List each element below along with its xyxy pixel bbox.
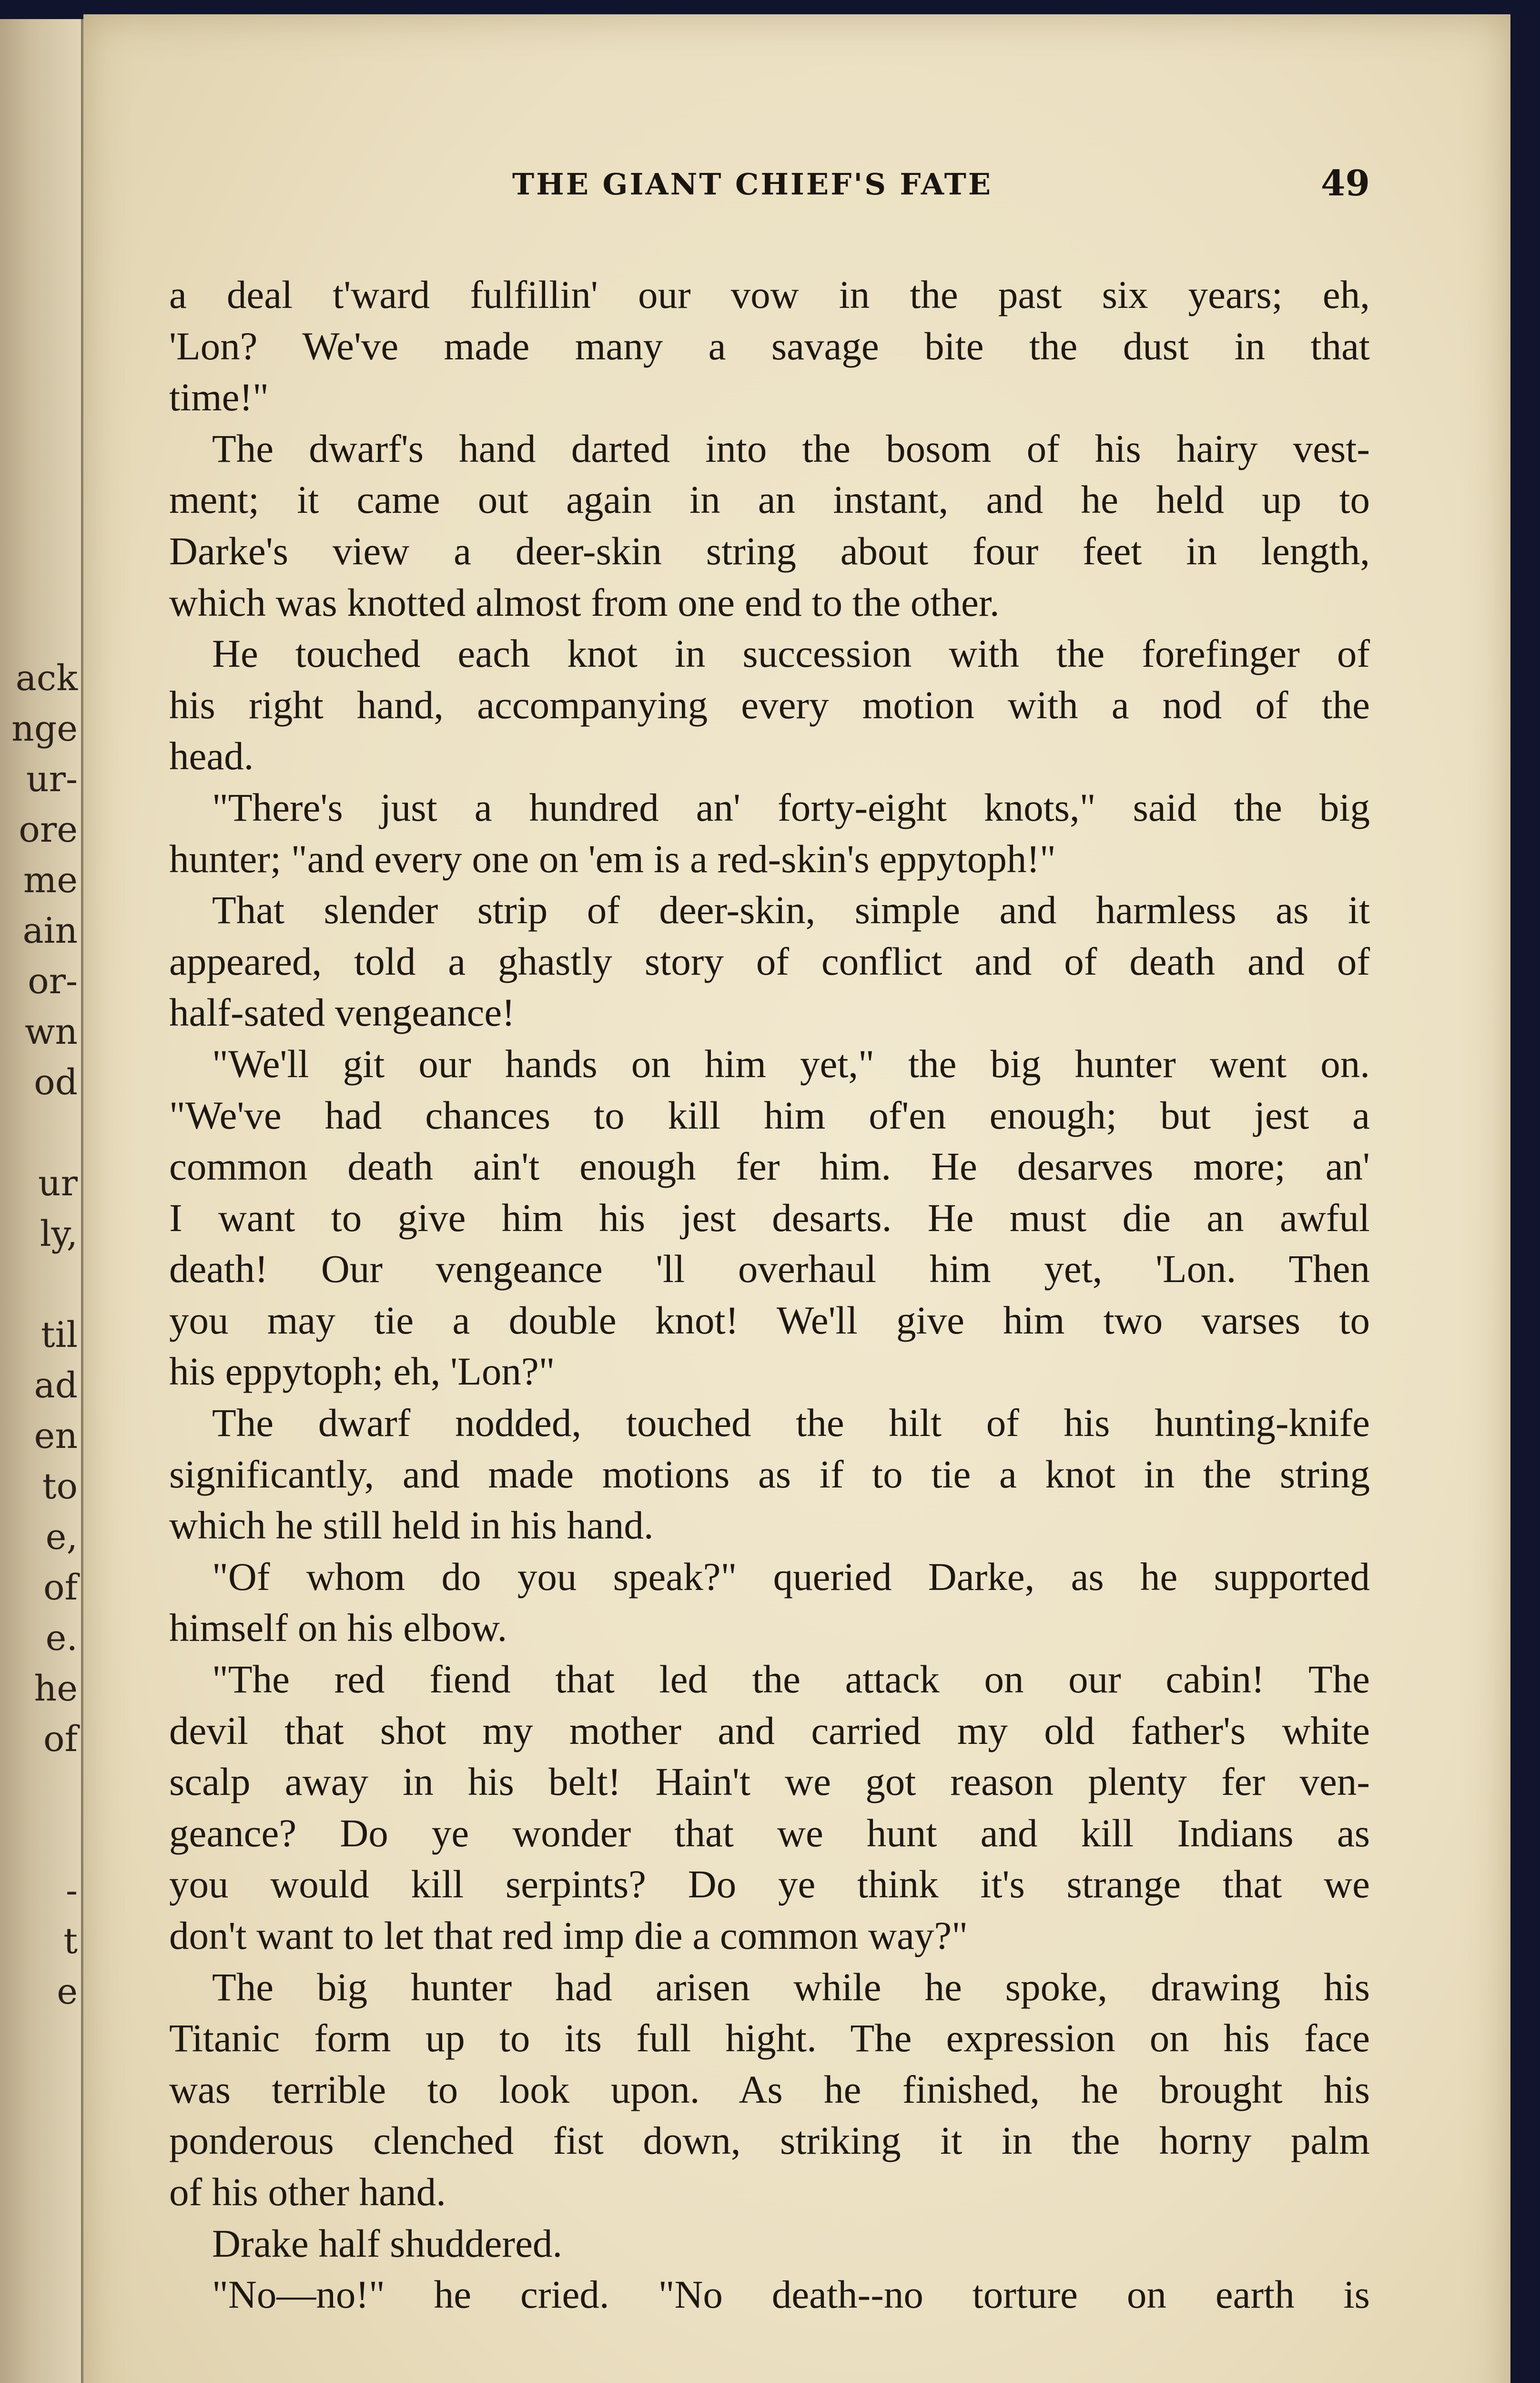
previous-page-fragment: he <box>34 1668 78 1709</box>
text-line: The dwarf nodded, touched the hilt of his hunting-knife <box>212 1401 1370 1445</box>
previous-page-fragments <box>11 653 78 2270</box>
previous-page-fragment: od <box>34 1062 78 1103</box>
previous-page-fragment: ad <box>34 1365 78 1406</box>
previous-page-fragment <box>11 1259 78 1310</box>
text-line: scalp away in his belt! Hain't we got reason plenty fer ven- <box>169 1760 1370 1804</box>
text-line: Darke's view a deer-skin string about four feet in length, <box>169 529 1370 573</box>
previous-page-fragment: ur <box>38 1163 78 1204</box>
previous-page-edge <box>0 19 86 2383</box>
previous-page-fragment: ore <box>19 809 78 850</box>
text-line: half-sated vengeance! <box>169 990 515 1035</box>
text-line: "There's just a hundred an' forty-eight knots," said the big <box>212 785 1370 829</box>
text-line: devil that shot my mother and carried my old father's white <box>169 1708 1370 1752</box>
previous-page-fragment <box>11 2118 78 2169</box>
text-line: appeared, told a ghastly story of conflict and of death and of <box>169 939 1370 983</box>
previous-page-fragment: of <box>43 1567 78 1608</box>
previous-page-fragment: ly, <box>40 1213 78 1254</box>
previous-page-fragment: ain <box>22 910 78 951</box>
text-line: you may tie a double knot! We'll give him two varses to <box>169 1298 1370 1342</box>
text-line: ment; it came out again in an instant, and he held up to <box>169 478 1370 522</box>
text-line: don't want to let that red imp die a common way?" <box>169 1914 968 1957</box>
page-number: 49 <box>1321 163 1370 204</box>
book-page <box>83 14 1510 2383</box>
previous-page-fragment <box>11 1815 78 1865</box>
text-line: 'Lon? We've made many a savage bite the dust in that <box>169 324 1370 368</box>
text-line: death! Our vengeance 'll overhaul him yet, 'Lon. Then <box>169 1247 1370 1291</box>
previous-page-fragment: ack <box>15 658 78 699</box>
previous-page-fragment <box>11 1764 78 1815</box>
text-line: common death ain't enough fer him. He desarves more; an' <box>169 1144 1370 1189</box>
text-line: The big hunter had arisen while he spoke, drawing his <box>212 1965 1370 2009</box>
previous-page-fragment: of <box>43 1719 78 1760</box>
previous-page-fragment: or- <box>28 961 78 1002</box>
text-line: geance? Do ye wonder that we hunt and kill Indians as <box>169 1811 1370 1855</box>
text-line: ponderous clenched fist down, striking it in the horny palm <box>169 2118 1370 2163</box>
text-line: himself on his elbow. <box>169 1606 507 1650</box>
previous-page-fragment: til <box>41 1314 78 1355</box>
previous-page-fragment: to <box>42 1466 78 1507</box>
previous-page-fragment: me <box>23 860 78 901</box>
previous-page-fragment: - <box>65 1870 78 1911</box>
previous-page-fragment <box>11 2017 78 2067</box>
previous-page-fragment <box>11 2067 78 2118</box>
previous-page-fragment: e. <box>45 1618 78 1659</box>
text-line: was terrible to look upon. As he finished, he brought his <box>169 2067 1370 2111</box>
text-line: hunter; "and every one on 'em is a red-skin's eppytoph!" <box>169 836 1056 881</box>
previous-page-fragment: ur- <box>26 759 78 800</box>
text-line: "We've had chances to kill him of'en enough; but jest a <box>169 1093 1370 1137</box>
previous-page-fragment: nge <box>11 708 78 749</box>
text-line: "No—no!" he cried. "No death--no torture on earth is <box>212 2272 1370 2317</box>
text-line: significantly, and made motions as if to tie a knot in the string <box>169 1452 1370 1496</box>
previous-page-fragment: en <box>34 1416 78 1456</box>
previous-page-fragment <box>11 2169 78 2219</box>
running-head <box>83 163 1510 224</box>
previous-page-fragment: e, <box>45 1517 78 1558</box>
text-line: head. <box>169 734 254 778</box>
text-line: time!" <box>169 375 269 419</box>
text-line: which he still held in his hand. <box>169 1503 654 1548</box>
text-line: which was knotted almost from one end to the other. <box>169 580 1000 624</box>
text-line: "The red fiend that led the attack on our cabin! The <box>212 1657 1370 1701</box>
text-line: his eppytoph; eh, 'Lon?" <box>169 1349 555 1394</box>
text-line: a deal t'ward fulfillin' our vow in the past six years; eh, <box>169 273 1370 316</box>
text-line: Titanic form up to its full hight. The expression on his face <box>169 2016 1370 2060</box>
text-line: "We'll git our hands on him yet," the big hunter went on. <box>212 1041 1370 1086</box>
text-line: his right hand, accompanying every motion with a nod of the <box>169 682 1370 727</box>
text-line: I want to give him his jest desarts. He must die an awful <box>169 1195 1370 1240</box>
text-line: He touched each knot in succession with the forefinger of <box>212 631 1370 676</box>
previous-page-fragment: wn <box>25 1011 78 1052</box>
text-line: The dwarf's hand darted into the bosom of his hairy vest- <box>212 426 1370 470</box>
text-line: you would kill serpints? Do ye think it's strange that we <box>169 1862 1370 1906</box>
previous-page-fragment: t <box>63 1921 78 1962</box>
running-head-title: THE GIANT CHIEF'S FATE <box>512 167 993 202</box>
previous-page-fragment <box>11 1108 78 1158</box>
body-text <box>169 269 1370 2321</box>
text-line: Drake half shuddered. <box>212 2221 563 2265</box>
previous-page-fragment: e <box>57 1971 78 2012</box>
text-line: of his other hand. <box>169 2169 446 2214</box>
text-line: That slender strip of deer-skin, simple and harmless as it <box>212 888 1370 932</box>
previous-page-fragment <box>11 2219 78 2270</box>
text-line: "Of whom do you speak?" queried Darke, as he supported <box>212 1554 1370 1599</box>
